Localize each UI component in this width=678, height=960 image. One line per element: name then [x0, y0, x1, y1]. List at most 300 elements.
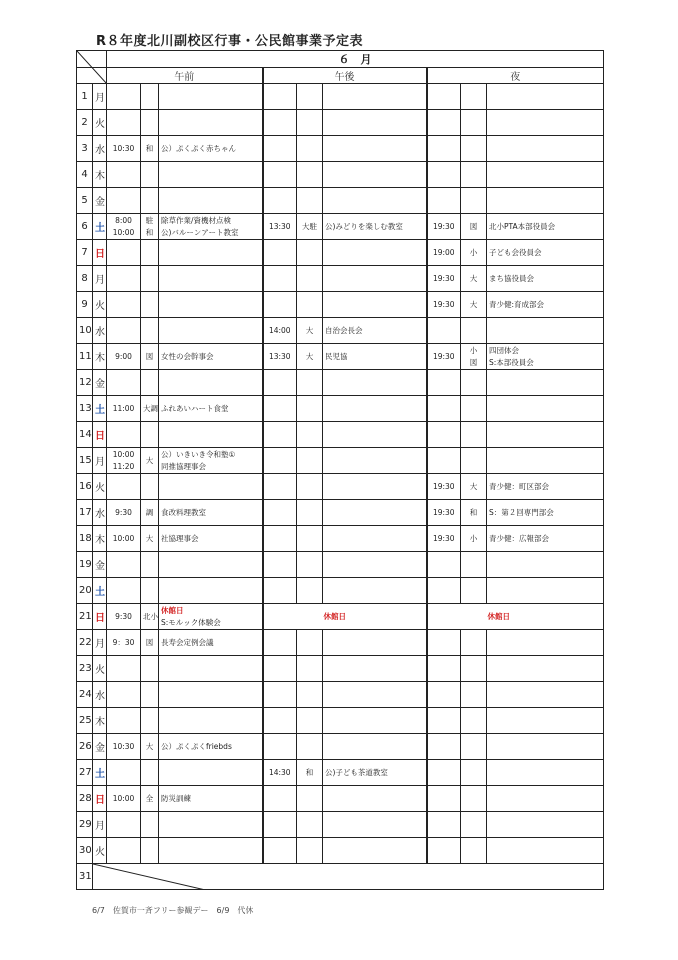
- pm-time: [263, 708, 297, 734]
- ev-place: 大: [461, 292, 487, 318]
- day-row: [77, 214, 604, 240]
- am-time: 11:00: [107, 396, 141, 422]
- ev-time: [427, 708, 461, 734]
- am-event: 社協理事会: [159, 526, 263, 552]
- pm-place: [297, 396, 323, 422]
- pm-event: [323, 84, 427, 110]
- am-event: [159, 162, 263, 188]
- am-place: 大調: [141, 396, 159, 422]
- pm-time: [263, 240, 297, 266]
- cell-line: 図: [469, 357, 478, 367]
- am-place: 北小: [141, 604, 159, 630]
- day-number: 25: [77, 708, 93, 734]
- ev-event: [487, 188, 604, 214]
- weekday: 火: [93, 838, 107, 864]
- am-event: [159, 318, 263, 344]
- cell-line: 小: [469, 345, 478, 355]
- month-header: ６ 月: [107, 51, 604, 68]
- ev-time: [427, 682, 461, 708]
- day-number: 4: [77, 162, 93, 188]
- am-time: 9:30: [107, 604, 141, 630]
- ev-place: [461, 838, 487, 864]
- ev-time: [427, 552, 461, 578]
- pm-place: 大: [297, 344, 323, 370]
- am-event: [159, 656, 263, 682]
- pm-place: [297, 656, 323, 682]
- day-row: [77, 760, 604, 786]
- ev-place: [461, 708, 487, 734]
- weekday: 土: [93, 760, 107, 786]
- cell-line: 8:00: [115, 215, 132, 225]
- am-time: [107, 708, 141, 734]
- pm-event: [323, 630, 427, 656]
- am-event: 食改料理教室: [159, 500, 263, 526]
- day-row: [77, 526, 604, 552]
- pm-time: [263, 292, 297, 318]
- am-event: [159, 838, 263, 864]
- am-time: [107, 838, 141, 864]
- pm-time: [263, 188, 297, 214]
- pm-time: [263, 110, 297, 136]
- ev-place: [461, 734, 487, 760]
- day-number: 12: [77, 370, 93, 396]
- ev-time: 19:30: [427, 292, 461, 318]
- am-event: [159, 422, 263, 448]
- cell-line: 駐: [145, 215, 154, 225]
- pm-place: [297, 838, 323, 864]
- ev-event: [487, 838, 604, 864]
- pm-event: 自治会長会: [323, 318, 427, 344]
- pm-closed-notice: 休館日: [263, 604, 427, 630]
- ev-time: [427, 838, 461, 864]
- ev-time: [427, 162, 461, 188]
- pm-time: [263, 370, 297, 396]
- pm-place: [297, 266, 323, 292]
- day-number: 3: [77, 136, 93, 162]
- cell-line: 10:00: [112, 449, 135, 459]
- am-place: [141, 292, 159, 318]
- ev-place: 図: [461, 214, 487, 240]
- ev-event: S：第２回専門部会: [487, 500, 604, 526]
- pm-place: [297, 786, 323, 812]
- am-place: [141, 682, 159, 708]
- am-event: 女性の会幹事会: [159, 344, 263, 370]
- pm-time: [263, 136, 297, 162]
- ev-time: [427, 760, 461, 786]
- day-number: 16: [77, 474, 93, 500]
- am-event: 公）ぷくぷくfriebds: [159, 734, 263, 760]
- ev-place: [461, 786, 487, 812]
- pm-place: [297, 578, 323, 604]
- page-title: R８年度北川副校区行事・公民館事業予定表: [96, 34, 364, 49]
- pm-place: [297, 110, 323, 136]
- am-time: 9:00: [107, 344, 141, 370]
- pm-event: [323, 500, 427, 526]
- day-number: 23: [77, 656, 93, 682]
- day-number: 26: [77, 734, 93, 760]
- weekday: 水: [93, 682, 107, 708]
- day31-blank: [93, 864, 604, 890]
- ev-place: [461, 162, 487, 188]
- ev-time: 19:30: [427, 214, 461, 240]
- period-header-evening: 夜: [427, 68, 604, 84]
- ev-time: [427, 136, 461, 162]
- am-place: [141, 838, 159, 864]
- pm-time: [263, 448, 297, 474]
- pm-event: [323, 656, 427, 682]
- pm-event: [323, 838, 427, 864]
- weekday: 水: [93, 136, 107, 162]
- am-event: [159, 708, 263, 734]
- pm-event: [323, 110, 427, 136]
- am-event: [159, 84, 263, 110]
- pm-event: [323, 448, 427, 474]
- day-row: [77, 604, 604, 630]
- am-event: [159, 552, 263, 578]
- pm-time: [263, 734, 297, 760]
- ev-event: [487, 136, 604, 162]
- am-event: ふれあいハート食堂: [159, 396, 263, 422]
- cell-line: S:モルック体験会: [161, 617, 221, 627]
- am-time: [107, 812, 141, 838]
- pm-event: [323, 136, 427, 162]
- pm-event: [323, 734, 427, 760]
- weekday: 火: [93, 292, 107, 318]
- pm-event: [323, 188, 427, 214]
- weekday: 金: [93, 370, 107, 396]
- weekday: 水: [93, 318, 107, 344]
- cell-line: 公)バルーンアート教室: [161, 227, 239, 237]
- pm-place: [297, 370, 323, 396]
- ev-place: 大: [461, 266, 487, 292]
- weekday: 月: [93, 84, 107, 110]
- pm-event: 公)みどりを楽しむ教室: [323, 214, 427, 240]
- am-event: 防災訓練: [159, 786, 263, 812]
- am-time: 10:30: [107, 136, 141, 162]
- am-time: [107, 110, 141, 136]
- pm-event: [323, 474, 427, 500]
- day-row: [77, 812, 604, 838]
- am-place: [141, 188, 159, 214]
- day-number: 18: [77, 526, 93, 552]
- weekday: 火: [93, 474, 107, 500]
- weekday: 日: [93, 240, 107, 266]
- ev-time: [427, 656, 461, 682]
- am-place: [141, 318, 159, 344]
- period-header-morning: 午前: [107, 68, 263, 84]
- day-row: [77, 110, 604, 136]
- am-time: [107, 292, 141, 318]
- day-row: [77, 734, 604, 760]
- am-event: [159, 760, 263, 786]
- pm-time: 13:30: [263, 344, 297, 370]
- am-event: [159, 240, 263, 266]
- weekday: 月: [93, 266, 107, 292]
- day-row: [77, 864, 604, 890]
- day-number: 22: [77, 630, 93, 656]
- day-number: 14: [77, 422, 93, 448]
- weekday: 日: [93, 786, 107, 812]
- day-number: 31: [77, 864, 93, 890]
- pm-place: [297, 552, 323, 578]
- ev-time: [427, 188, 461, 214]
- day-row: [77, 838, 604, 864]
- day-row: [77, 162, 604, 188]
- am-time: [107, 552, 141, 578]
- day-row: [77, 448, 604, 474]
- am-event: [159, 812, 263, 838]
- pm-time: [263, 526, 297, 552]
- pm-place: [297, 474, 323, 500]
- am-event: [159, 682, 263, 708]
- am-place: [141, 812, 159, 838]
- ev-time: [427, 734, 461, 760]
- day-row: [77, 578, 604, 604]
- day-number: 20: [77, 578, 93, 604]
- am-event: [159, 578, 263, 604]
- am-event: [159, 188, 263, 214]
- weekday: 水: [93, 500, 107, 526]
- ev-place: [461, 344, 487, 370]
- am-place: 全: [141, 786, 159, 812]
- day-number: 9: [77, 292, 93, 318]
- ev-place: [461, 136, 487, 162]
- weekday: 金: [93, 188, 107, 214]
- ev-event: 青少健:育成部会: [487, 292, 604, 318]
- ev-place: [461, 552, 487, 578]
- am-time: [107, 578, 141, 604]
- day-row: [77, 396, 604, 422]
- ev-event: [487, 552, 604, 578]
- day-row: [77, 370, 604, 396]
- am-place: [141, 110, 159, 136]
- cell-line: S:本部役員会: [489, 357, 534, 367]
- weekday: 木: [93, 526, 107, 552]
- am-time: [107, 422, 141, 448]
- pm-event: [323, 786, 427, 812]
- ev-event: 北小PTA本部役員会: [487, 214, 604, 240]
- pm-place: [297, 162, 323, 188]
- weekday: 金: [93, 734, 107, 760]
- day-number: 29: [77, 812, 93, 838]
- pm-event: [323, 812, 427, 838]
- pm-place: [297, 812, 323, 838]
- am-event: [159, 292, 263, 318]
- ev-place: 和: [461, 500, 487, 526]
- pm-time: 14:30: [263, 760, 297, 786]
- cell-line: 除草作業/資機材点検: [161, 215, 232, 225]
- day-row: [77, 682, 604, 708]
- ev-time: [427, 630, 461, 656]
- weekday: 月: [93, 448, 107, 474]
- am-place: [141, 552, 159, 578]
- pm-time: [263, 682, 297, 708]
- day-row: [77, 240, 604, 266]
- am-place: [141, 84, 159, 110]
- am-time: 9:30: [107, 500, 141, 526]
- pm-place: [297, 708, 323, 734]
- day-number: 28: [77, 786, 93, 812]
- am-place: [141, 266, 159, 292]
- pm-time: [263, 474, 297, 500]
- am-time: 9：30: [107, 630, 141, 656]
- am-time: [107, 266, 141, 292]
- cell-line: 公）いきいき令和塾①: [161, 449, 236, 459]
- ev-event: [487, 786, 604, 812]
- am-time: [107, 448, 141, 474]
- day-number: 1: [77, 84, 93, 110]
- pm-place: [297, 682, 323, 708]
- day-number: 11: [77, 344, 93, 370]
- ev-place: [461, 110, 487, 136]
- ev-place: 大: [461, 474, 487, 500]
- cell-line: 10:00: [112, 227, 135, 237]
- am-time: [107, 318, 141, 344]
- pm-place: 和: [297, 760, 323, 786]
- corner-cell-lower: [77, 68, 107, 84]
- am-place: [141, 578, 159, 604]
- ev-event: [487, 812, 604, 838]
- ev-time: [427, 448, 461, 474]
- footer-note: 6/7 佐賀市一斉フリー参観デー 6/9 代休: [92, 906, 254, 915]
- ev-place: [461, 630, 487, 656]
- pm-time: [263, 500, 297, 526]
- ev-place: [461, 682, 487, 708]
- am-place: [141, 370, 159, 396]
- day-row: [77, 656, 604, 682]
- pm-time: [263, 266, 297, 292]
- am-place: 図: [141, 630, 159, 656]
- ev-place: [461, 84, 487, 110]
- am-event: 長寿会定例会議: [159, 630, 263, 656]
- pm-time: 13:30: [263, 214, 297, 240]
- am-event: [159, 448, 263, 474]
- ev-event: [487, 422, 604, 448]
- ev-event: [487, 760, 604, 786]
- ev-place: [461, 578, 487, 604]
- ev-event: [487, 656, 604, 682]
- am-place: [141, 214, 159, 240]
- weekday: 月: [93, 812, 107, 838]
- day-number: 10: [77, 318, 93, 344]
- am-place: [141, 760, 159, 786]
- ev-time: 19:30: [427, 474, 461, 500]
- weekday: 金: [93, 552, 107, 578]
- ev-closed-notice: 休館日: [427, 604, 604, 630]
- ev-event: [487, 318, 604, 344]
- pm-event: [323, 370, 427, 396]
- day-row: [77, 552, 604, 578]
- pm-event: 公)子ども茶道教室: [323, 760, 427, 786]
- day-number: 21: [77, 604, 93, 630]
- day-number: 7: [77, 240, 93, 266]
- am-time: [107, 188, 141, 214]
- pm-place: [297, 240, 323, 266]
- period-header-afternoon: 午後: [263, 68, 427, 84]
- pm-time: [263, 786, 297, 812]
- pm-place: [297, 422, 323, 448]
- ev-event: [487, 84, 604, 110]
- pm-place: [297, 500, 323, 526]
- day-row: [77, 136, 604, 162]
- ev-event: [487, 396, 604, 422]
- ev-place: [461, 422, 487, 448]
- ev-event: [487, 682, 604, 708]
- pm-event: [323, 708, 427, 734]
- pm-place: [297, 630, 323, 656]
- ev-event: [487, 630, 604, 656]
- day-row: [77, 266, 604, 292]
- pm-event: [323, 682, 427, 708]
- am-place: 調: [141, 500, 159, 526]
- am-time: [107, 162, 141, 188]
- ev-place: [461, 812, 487, 838]
- day-number: 8: [77, 266, 93, 292]
- weekday: 木: [93, 162, 107, 188]
- day-row: [77, 630, 604, 656]
- pm-time: [263, 552, 297, 578]
- ev-time: [427, 370, 461, 396]
- am-place: [141, 162, 159, 188]
- ev-time: [427, 422, 461, 448]
- weekday: 火: [93, 656, 107, 682]
- cell-line: 和: [145, 227, 154, 237]
- am-place: 大: [141, 734, 159, 760]
- day-number: 2: [77, 110, 93, 136]
- am-time: [107, 474, 141, 500]
- ev-event: [487, 578, 604, 604]
- ev-time: 19:30: [427, 526, 461, 552]
- pm-time: [263, 84, 297, 110]
- ev-event: [487, 708, 604, 734]
- am-event: [159, 110, 263, 136]
- am-time: 10:00: [107, 526, 141, 552]
- ev-place: 小: [461, 240, 487, 266]
- ev-event: [487, 734, 604, 760]
- am-place: [141, 708, 159, 734]
- day-number: 17: [77, 500, 93, 526]
- ev-place: [461, 760, 487, 786]
- pm-place: [297, 188, 323, 214]
- ev-event: [487, 162, 604, 188]
- am-place: [141, 422, 159, 448]
- ev-event: まち協役員会: [487, 266, 604, 292]
- pm-place: 大: [297, 318, 323, 344]
- schedule-table: [76, 50, 604, 890]
- pm-place: [297, 292, 323, 318]
- ev-place: [461, 396, 487, 422]
- ev-event: [487, 370, 604, 396]
- ev-event: 青少健：町区部会: [487, 474, 604, 500]
- am-event: 公）ぷくぷく赤ちゃん: [159, 136, 263, 162]
- pm-event: [323, 578, 427, 604]
- am-time: [107, 84, 141, 110]
- day-row: [77, 474, 604, 500]
- ev-event: 青少健：広報部会: [487, 526, 604, 552]
- pm-event: [323, 422, 427, 448]
- am-place: 和: [141, 136, 159, 162]
- weekday: 日: [93, 422, 107, 448]
- ev-place: 小: [461, 526, 487, 552]
- pm-time: [263, 812, 297, 838]
- ev-event: [487, 110, 604, 136]
- ev-time: 19:30: [427, 266, 461, 292]
- day-row: [77, 84, 604, 110]
- weekday: 土: [93, 578, 107, 604]
- pm-time: [263, 162, 297, 188]
- pm-time: [263, 630, 297, 656]
- weekday: 木: [93, 344, 107, 370]
